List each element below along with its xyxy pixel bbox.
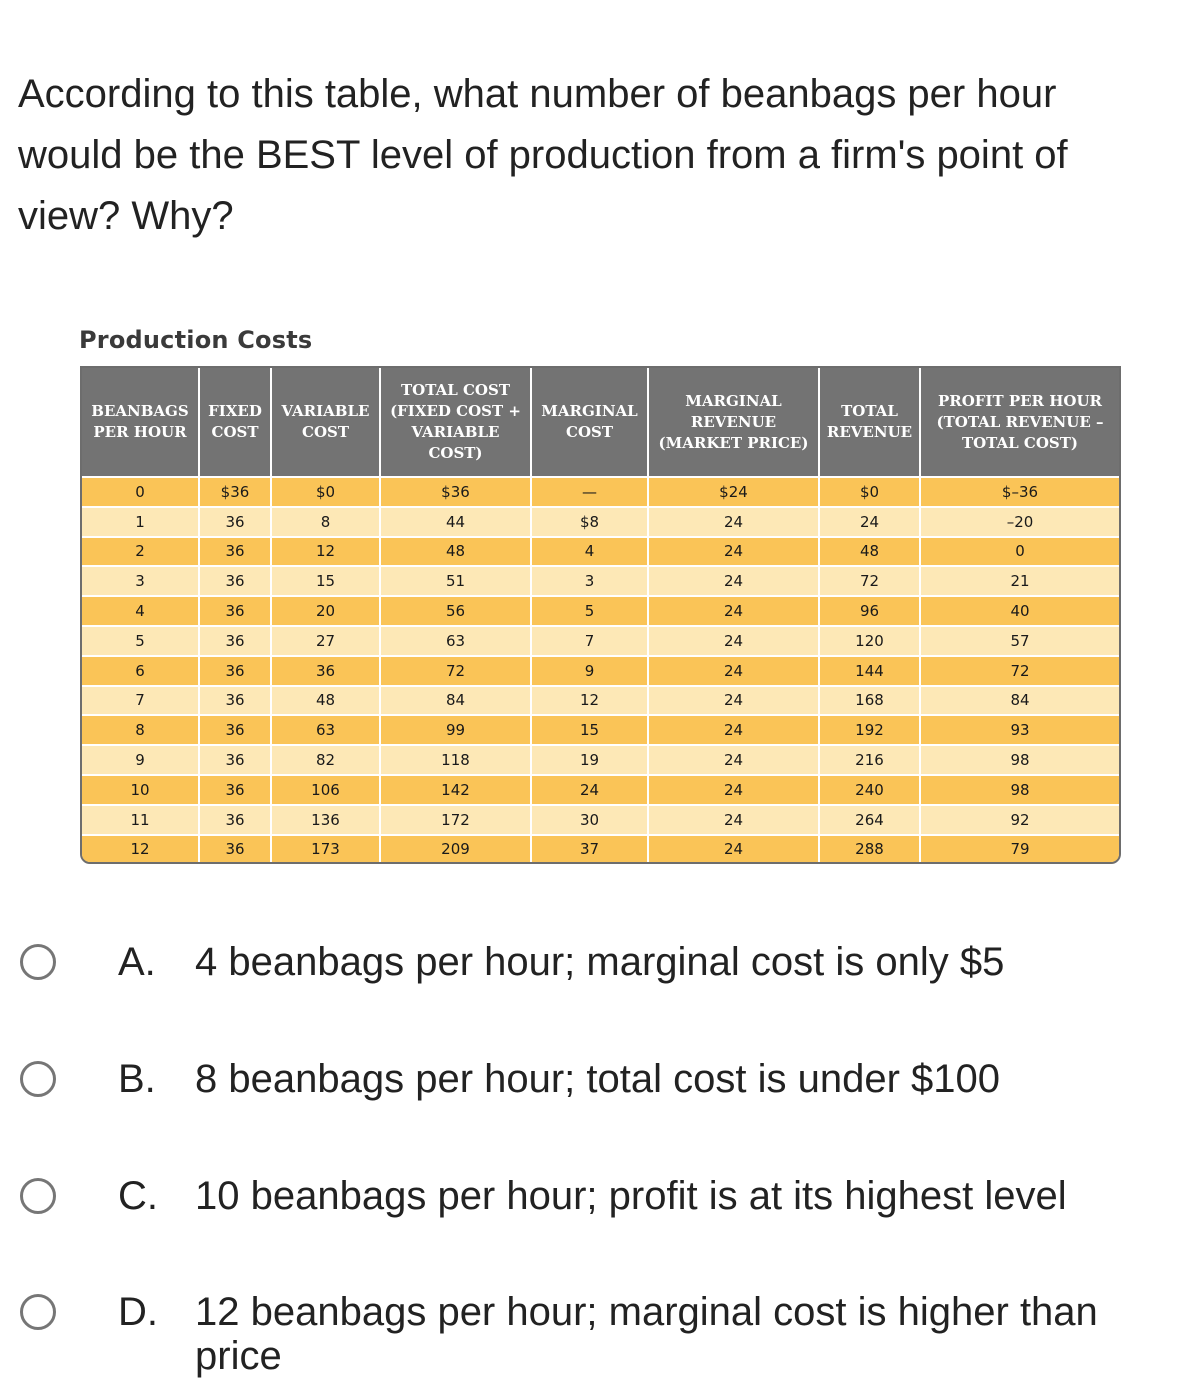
table-cell: 36 (199, 745, 271, 775)
header-variable-cost: VARIABLE COST (271, 368, 380, 477)
header-profit: PROFIT PER HOUR (TOTAL REVENUE – TOTAL COST) (920, 368, 1119, 477)
table-cell: $8 (531, 507, 648, 537)
table-row (82, 596, 1119, 626)
table-cell: 24 (648, 656, 819, 686)
table-cell: 36 (199, 626, 271, 656)
table-cell: 24 (648, 715, 819, 745)
table-cell: 168 (819, 686, 920, 716)
table-cell: 27 (271, 626, 380, 656)
table-header-row (82, 368, 1119, 477)
table-cell: –20 (920, 507, 1119, 537)
header-marginal-revenue: MARGINAL REVENUE (MARKET PRICE) (648, 368, 819, 477)
table-cell: $0 (819, 477, 920, 507)
table-cell: 48 (380, 537, 531, 567)
table-cell: 24 (648, 835, 819, 864)
table-cell: 24 (648, 686, 819, 716)
table-row (82, 656, 1119, 686)
table-cell: 24 (819, 507, 920, 537)
table-row (82, 537, 1119, 567)
table-cell: 15 (271, 566, 380, 596)
table-cell: 36 (199, 805, 271, 835)
table-caption: Production Costs (79, 326, 313, 354)
table-cell: 9 (82, 745, 199, 775)
option-letter: D. (118, 1290, 158, 1334)
table-row (82, 745, 1119, 775)
table-cell: 37 (531, 835, 648, 864)
table-cell: 106 (271, 775, 380, 805)
table-cell: $–36 (920, 477, 1119, 507)
table-cell: $36 (380, 477, 531, 507)
table-row (82, 507, 1119, 537)
table-cell: $36 (199, 477, 271, 507)
table-cell: 63 (271, 715, 380, 745)
table-cell: 0 (82, 477, 199, 507)
table-cell: 8 (82, 715, 199, 745)
table-cell: 21 (920, 566, 1119, 596)
table-cell: 56 (380, 596, 531, 626)
table-cell: 24 (648, 537, 819, 567)
table-cell: 30 (531, 805, 648, 835)
table-cell: 48 (819, 537, 920, 567)
option-letter: B. (118, 1057, 156, 1101)
table-cell: 79 (920, 835, 1119, 864)
table-cell: 6 (82, 656, 199, 686)
table-row (82, 805, 1119, 835)
header-marginal-cost: MARGINAL COST (531, 368, 648, 477)
table-cell: 5 (82, 626, 199, 656)
production-costs-table (80, 366, 1121, 864)
table-cell: 36 (271, 656, 380, 686)
table-cell: 9 (531, 656, 648, 686)
table-cell: 84 (380, 686, 531, 716)
table-row (82, 835, 1119, 864)
table-cell: 10 (82, 775, 199, 805)
table-cell: 3 (82, 566, 199, 596)
table-cell: 19 (531, 745, 648, 775)
table-cell: 240 (819, 775, 920, 805)
table-cell: — (531, 477, 648, 507)
table-cell: 4 (82, 596, 199, 626)
table-cell: 36 (199, 537, 271, 567)
table-cell: 36 (199, 835, 271, 864)
table-cell: 142 (380, 775, 531, 805)
table-cell: 36 (199, 507, 271, 537)
table-row (82, 715, 1119, 745)
table-cell: 15 (531, 715, 648, 745)
table-cell: 20 (271, 596, 380, 626)
table-cell: 84 (920, 686, 1119, 716)
table-row (82, 686, 1119, 716)
table-cell: 72 (819, 566, 920, 596)
table-cell: 36 (199, 775, 271, 805)
option-text: 12 beanbags per hour; marginal cost is higher than price (195, 1290, 1098, 1378)
table-cell: 36 (199, 686, 271, 716)
table-cell: 72 (380, 656, 531, 686)
option-letter: C. (118, 1174, 158, 1218)
table-cell: 8 (271, 507, 380, 537)
table-cell: 1 (82, 507, 199, 537)
table-cell: 40 (920, 596, 1119, 626)
table-cell: 0 (920, 537, 1119, 567)
table-cell: 57 (920, 626, 1119, 656)
radio-button[interactable] (20, 944, 56, 980)
table-row (82, 566, 1119, 596)
table-cell: 4 (531, 537, 648, 567)
table-row (82, 477, 1119, 507)
table-cell: 63 (380, 626, 531, 656)
table-cell: 2 (82, 537, 199, 567)
table-cell: 12 (82, 835, 199, 864)
table-cell: 24 (648, 596, 819, 626)
option-letter: A. (118, 940, 156, 984)
header-total-revenue: TOTAL REVENUE (819, 368, 920, 477)
table-cell: 264 (819, 805, 920, 835)
table-cell: 118 (380, 745, 531, 775)
option-text: 4 beanbags per hour; marginal cost is only $5 (195, 940, 1005, 984)
header-beanbags: BEANBAGS PER HOUR (82, 368, 199, 477)
table-cell: 24 (648, 805, 819, 835)
question-text: According to this table, what number of beanbags per hour would be the BEST level of production from a firm's point of view? Why? (18, 72, 1068, 238)
radio-button[interactable] (20, 1178, 56, 1214)
table-cell: 144 (819, 656, 920, 686)
table-cell: 209 (380, 835, 531, 864)
table-cell: 36 (199, 715, 271, 745)
table-cell: 98 (920, 775, 1119, 805)
table-cell: 51 (380, 566, 531, 596)
table-row (82, 775, 1119, 805)
table-cell: 24 (648, 745, 819, 775)
table-cell: 136 (271, 805, 380, 835)
table-row (82, 626, 1119, 656)
table-cell: 216 (819, 745, 920, 775)
table-cell: 24 (648, 775, 819, 805)
table-cell: 3 (531, 566, 648, 596)
table-cell: 99 (380, 715, 531, 745)
table-cell: 36 (199, 566, 271, 596)
option-text: 10 beanbags per hour; profit is at its highest level (195, 1174, 1067, 1218)
table-cell: 96 (819, 596, 920, 626)
table-cell: 93 (920, 715, 1119, 745)
radio-button[interactable] (20, 1294, 56, 1330)
table-cell: 92 (920, 805, 1119, 835)
table-cell: $24 (648, 477, 819, 507)
table-cell: 7 (82, 686, 199, 716)
table-cell: 48 (271, 686, 380, 716)
table-cell: 44 (380, 507, 531, 537)
table-cell: 24 (648, 566, 819, 596)
table-cell: 120 (819, 626, 920, 656)
table-cell: 12 (271, 537, 380, 567)
header-fixed-cost: FIXED COST (199, 368, 271, 477)
table-cell: 24 (648, 626, 819, 656)
table-cell: 11 (82, 805, 199, 835)
table-cell: $0 (271, 477, 380, 507)
table-cell: 24 (648, 507, 819, 537)
header-total-cost: TOTAL COST (FIXED COST + VARIABLE COST) (380, 368, 531, 477)
table-cell: 192 (819, 715, 920, 745)
radio-button[interactable] (20, 1061, 56, 1097)
table-cell: 7 (531, 626, 648, 656)
table-cell: 36 (199, 656, 271, 686)
table-cell: 82 (271, 745, 380, 775)
table-cell: 12 (531, 686, 648, 716)
table-cell: 98 (920, 745, 1119, 775)
table-cell: 5 (531, 596, 648, 626)
table-cell: 172 (380, 805, 531, 835)
table-cell: 288 (819, 835, 920, 864)
table-cell: 24 (531, 775, 648, 805)
table-cell: 36 (199, 596, 271, 626)
table-cell: 173 (271, 835, 380, 864)
option-text: 8 beanbags per hour; total cost is under $100 (195, 1057, 1000, 1101)
table-cell: 72 (920, 656, 1119, 686)
